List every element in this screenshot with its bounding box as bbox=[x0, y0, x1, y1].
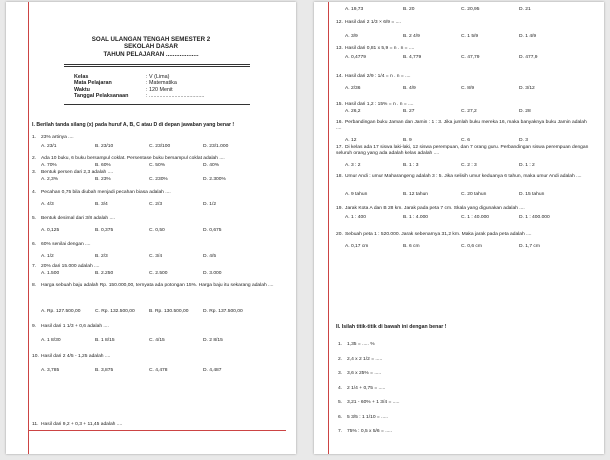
answer-options bbox=[345, 55, 577, 60]
answer-option[interactable]: C. 4/15 bbox=[149, 338, 165, 343]
answer-options bbox=[41, 177, 257, 182]
answer-option[interactable]: D. 477,9 bbox=[519, 55, 538, 60]
question-body: Umur Andi : umur Maharangeng adalah 3 : 5. Jika selisih umur keduanya 6 tahun, maka umur Andi adalah .... bbox=[345, 174, 582, 179]
fill-text[interactable]: 5 3/5 : 1 1/10 = ..... bbox=[347, 414, 388, 420]
answer-option[interactable]: B. 23/10 bbox=[95, 144, 114, 149]
fill-item bbox=[338, 371, 381, 377]
question-number: 18. bbox=[336, 174, 343, 179]
question-number: 19. bbox=[336, 206, 343, 211]
answer-option[interactable]: D. 21 bbox=[519, 7, 531, 12]
answer-option[interactable]: B. 12 tahun bbox=[403, 192, 429, 197]
fill-item bbox=[338, 415, 388, 421]
header-title: SOAL ULANGAN TENGAH SEMESTER 2 bbox=[91, 36, 211, 43]
question-body: Hasil dari 2 1/3 × 6/9 = .... bbox=[345, 20, 402, 25]
answer-option[interactable]: B. 60% bbox=[95, 163, 111, 168]
answer-option[interactable]: D. 4,487 bbox=[203, 368, 222, 373]
question-body: 60% senilai dengan .... bbox=[41, 242, 91, 247]
answer-options bbox=[345, 138, 577, 143]
question-body: Harga sebuah baju adalah Rp. 150.000,00, ternyata ada potongan 15%. Harga baju itu sekarang adalah .... bbox=[41, 283, 274, 288]
question-text bbox=[336, 206, 589, 212]
question-body: Ada 10 buku, 6 buku bersampul coklat. Persentase buku bersampul coklat adalah .... bbox=[41, 156, 225, 161]
question-body: 23% artinya .... bbox=[41, 135, 74, 140]
question-text bbox=[32, 135, 281, 141]
answer-option[interactable]: A. 4/3 bbox=[41, 202, 54, 207]
question-number: 17. bbox=[336, 145, 343, 150]
margin-line bbox=[328, 2, 329, 454]
answer-option[interactable]: D. 1 : 400.000 bbox=[519, 215, 550, 220]
question-text bbox=[336, 232, 589, 238]
answer-option[interactable]: C. 3/4 bbox=[149, 254, 163, 259]
question-number: 12. bbox=[336, 20, 343, 25]
fill-item bbox=[338, 400, 399, 406]
answer-option[interactable]: D. 1 4/9 bbox=[519, 34, 537, 39]
question-text bbox=[32, 216, 281, 222]
fill-item bbox=[338, 357, 382, 363]
answer-option[interactable]: D. 3.000 bbox=[203, 271, 222, 276]
answer-options bbox=[41, 144, 257, 149]
question-number: 5. bbox=[32, 216, 37, 221]
answer-option[interactable]: D. 15 tahun bbox=[519, 192, 545, 197]
fill-text[interactable]: 3,6 x 25% = ..... bbox=[347, 371, 382, 376]
answer-option[interactable]: C. 4,478 bbox=[149, 368, 168, 373]
answer-option[interactable]: B. 0,375 bbox=[95, 228, 114, 233]
section-1-title: I. Berilah tanda silang (x) pada huruf A, B, C atau D di depan jawaban yang benar ! bbox=[32, 122, 235, 128]
question-text bbox=[336, 46, 589, 52]
answer-option[interactable]: D. 1,7 cm bbox=[519, 244, 540, 249]
answer-options bbox=[345, 34, 577, 39]
answer-option[interactable]: A. 1 : 400 bbox=[345, 215, 366, 220]
question-number: 8. bbox=[32, 283, 37, 288]
question-number: 4. bbox=[32, 190, 37, 195]
answer-option[interactable]: D. Rp. 137.500,00 bbox=[203, 309, 243, 314]
question-text bbox=[336, 74, 589, 80]
info-value: : 120 Menit bbox=[146, 86, 173, 93]
answer-option[interactable]: D. 2.300% bbox=[203, 177, 226, 182]
question-number: 9. bbox=[32, 324, 37, 329]
answer-option[interactable]: D. 28 bbox=[519, 109, 531, 114]
question-number: 3. bbox=[32, 170, 37, 175]
answer-option[interactable]: A. 0,125 bbox=[41, 228, 60, 233]
answer-option[interactable]: A. 2,3% bbox=[41, 177, 59, 182]
section-2-title: II. Isilah titik-titik di bawah ini dengan benar ! bbox=[336, 324, 447, 330]
question-text bbox=[32, 354, 281, 360]
answer-option[interactable]: B. 20 bbox=[403, 7, 415, 12]
info-key: Tanggal Pelaksanaan bbox=[74, 93, 129, 100]
answer-option[interactable]: C. 2/3 bbox=[149, 202, 163, 207]
answer-option[interactable]: C. 230% bbox=[149, 177, 168, 182]
answer-option[interactable]: D. 40% bbox=[203, 163, 220, 168]
question-number: 20. bbox=[336, 232, 343, 237]
answer-options bbox=[41, 254, 257, 259]
answer-option[interactable]: C. 8/9 bbox=[461, 86, 475, 91]
question-body: Perbandingan buku Jaman dan Jamin : 1 : 3. Jika jumlah buku mereka 16, maka banyaknya buku Jamin adalah .... bbox=[336, 120, 587, 131]
answer-option[interactable]: C. 50% bbox=[149, 163, 166, 168]
question-body: Di kelas ada 17 siswa laki-laki, 12 siswa perempuan, dan 7 orang guru. Perbandingan siswa perempuan dengan seluruh orang yang ada adalah kelas adalah .... bbox=[336, 145, 589, 156]
question-number: 1. bbox=[32, 135, 37, 140]
answer-option[interactable]: C. 0,50 bbox=[149, 228, 165, 233]
question-number: 6. bbox=[32, 242, 37, 247]
question-body: Hasil dari 2/9 : 1/4 = n . n = .... bbox=[345, 74, 411, 79]
page-left bbox=[6, 2, 296, 454]
footer-rule bbox=[28, 430, 286, 431]
question-body: Hasil dari 0,81 x 5,9 = n . n = .... bbox=[345, 46, 415, 51]
question-body: 20% dari 15.000 adalah .... bbox=[41, 264, 100, 269]
answer-option[interactable]: B. 27 bbox=[403, 109, 415, 114]
info-rule bbox=[64, 104, 250, 105]
question-body: Bentuk desimal dari 3/8 adalah .... bbox=[41, 216, 115, 221]
question-text bbox=[336, 174, 589, 180]
fill-text[interactable]: 2 1/4 + 0,75 = ..... bbox=[347, 385, 386, 391]
answer-options bbox=[41, 309, 257, 314]
fill-text[interactable]: 75% : 0,5 x 5/6 = ..... bbox=[347, 429, 392, 434]
answer-option[interactable]: A. 1 8/30 bbox=[41, 338, 61, 343]
fill-number: 3. bbox=[338, 371, 343, 376]
answer-option[interactable]: C. 1 5/9 bbox=[461, 34, 479, 39]
question-text bbox=[32, 264, 281, 270]
question-text bbox=[32, 190, 281, 196]
answer-options bbox=[345, 7, 577, 12]
question-body: Hasil dari 1,2 : 15% = n . n = .... bbox=[345, 102, 414, 107]
answer-option[interactable]: C. Rp. 132.500,00 bbox=[95, 309, 135, 314]
question-text bbox=[336, 145, 589, 157]
fill-number: 2. bbox=[338, 356, 343, 362]
answer-options bbox=[345, 192, 577, 197]
fill-item bbox=[338, 342, 375, 348]
answer-option[interactable]: B. 6 cm bbox=[403, 244, 420, 249]
answer-options bbox=[345, 163, 577, 168]
answer-option[interactable]: D. 3 bbox=[519, 138, 528, 143]
answer-options bbox=[41, 338, 257, 343]
info-key: Kelas bbox=[74, 74, 89, 80]
answer-options bbox=[41, 163, 257, 168]
fill-number: 5. bbox=[338, 400, 343, 405]
answer-option[interactable]: B. 2/3 bbox=[95, 254, 108, 259]
question-text bbox=[32, 422, 281, 428]
fill-number: 4. bbox=[338, 385, 343, 391]
answer-option[interactable]: B. 2 4/9 bbox=[403, 34, 420, 39]
answer-option[interactable]: C. 0,6 cm bbox=[461, 244, 482, 249]
question-number: 7. bbox=[32, 264, 37, 269]
answer-option[interactable]: C. 2.500 bbox=[149, 271, 168, 276]
answer-option[interactable]: D. 1/2 bbox=[203, 202, 217, 207]
fill-item bbox=[338, 386, 385, 392]
answer-option[interactable]: B. 4/9 bbox=[403, 86, 416, 91]
answer-option[interactable]: C. 47,79 bbox=[461, 55, 480, 60]
answer-option[interactable]: B. 1 : 4.000 bbox=[403, 215, 429, 220]
fill-text[interactable]: 2,4 x 2 1/2 = ..... bbox=[347, 356, 383, 362]
answer-option[interactable]: C. 23/100 bbox=[149, 144, 171, 149]
answer-option[interactable]: A. 9 tahun bbox=[345, 192, 368, 197]
answer-option[interactable]: A. 0,4779 bbox=[345, 55, 366, 60]
answer-options bbox=[345, 215, 577, 220]
question-body: Hasil dari 2 4/5 - 1,25 adalah .... bbox=[41, 354, 111, 359]
info-key: Mata Pelajaran bbox=[74, 80, 112, 87]
answer-option[interactable]: B. 9 bbox=[403, 138, 412, 143]
answer-option[interactable]: B. 4,779 bbox=[403, 55, 422, 60]
info-row bbox=[74, 93, 204, 99]
answer-option[interactable]: A. 1/2 bbox=[41, 254, 54, 259]
answer-option[interactable]: B. 1 : 3 bbox=[403, 163, 419, 168]
question-text bbox=[32, 283, 281, 289]
question-text bbox=[32, 170, 281, 176]
question-body: Sebuah peta 1 : 520.000. Jarak sebenarnya 31,2 km. Maka jarak pada peta adalah .... bbox=[345, 232, 532, 237]
answer-option[interactable]: A. 19,73 bbox=[345, 7, 364, 12]
answer-option[interactable]: B. 2.250 bbox=[95, 271, 114, 276]
answer-option[interactable]: D. 1 : 2 bbox=[519, 163, 535, 168]
question-number: 16. bbox=[336, 120, 343, 125]
page-right bbox=[314, 2, 604, 454]
question-number: 13. bbox=[336, 46, 343, 51]
answer-option[interactable]: A. 3 : 2 bbox=[345, 163, 361, 168]
answer-option[interactable]: C. 1 : 40.000 bbox=[461, 215, 490, 220]
header-year: TAHUN PELAJARAN ................... bbox=[103, 50, 199, 58]
info-value: : ..................................... bbox=[146, 93, 205, 100]
answer-options bbox=[41, 271, 257, 276]
question-text bbox=[32, 324, 281, 330]
fill-number: 7. bbox=[338, 429, 343, 434]
answer-options bbox=[345, 86, 577, 91]
fill-number: 1. bbox=[338, 342, 343, 347]
answer-option[interactable]: B. 3/4 bbox=[95, 202, 108, 207]
question-text bbox=[336, 20, 589, 26]
answer-option[interactable]: D. 23/1.000 bbox=[203, 144, 229, 149]
answer-option[interactable]: D. 2 8/15 bbox=[203, 338, 223, 343]
answer-option[interactable]: D. 3/12 bbox=[519, 86, 535, 91]
answer-options bbox=[345, 244, 577, 249]
fill-text[interactable]: 1,35 = ..... % bbox=[347, 342, 375, 347]
answer-option[interactable]: A. 70% bbox=[41, 163, 57, 168]
question-body: Jarak Kota A dan B 28 km. Jarak pada peta 7 cm. Skala yang digunakan adalah .... bbox=[345, 206, 525, 211]
answer-option[interactable]: A. 0,17 cm bbox=[345, 244, 369, 249]
answer-option[interactable]: A. 23/1 bbox=[41, 144, 57, 149]
question-body: Hasil dari 1 1/3 + 0,6 adalah .... bbox=[41, 324, 109, 329]
answer-option[interactable]: C. 20 tahun bbox=[461, 192, 487, 197]
question-body: Bentuk persen dari 2,3 adalah .... bbox=[41, 170, 114, 175]
answer-option[interactable]: A. 12 bbox=[345, 138, 357, 143]
answer-option[interactable]: A. 3/9 bbox=[345, 34, 358, 39]
fill-number: 6. bbox=[338, 414, 343, 420]
answer-option[interactable]: C. 2 : 3 bbox=[461, 163, 477, 168]
answer-option[interactable]: B. 1 8/15 bbox=[95, 338, 115, 343]
answer-option[interactable]: B. 3,875 bbox=[95, 368, 114, 373]
info-value: : Matematika bbox=[146, 80, 177, 87]
answer-options bbox=[41, 368, 257, 373]
answer-option[interactable]: C. 20,95 bbox=[461, 7, 480, 12]
answer-option[interactable]: C. 6 bbox=[461, 138, 470, 143]
fill-item bbox=[338, 429, 392, 435]
exam-header bbox=[6, 36, 296, 58]
answer-option[interactable]: B. 23% bbox=[95, 177, 111, 182]
fill-text[interactable]: 3,21 - 60% + 1 3/4 = ..... bbox=[347, 400, 400, 405]
header-rule bbox=[64, 64, 250, 65]
info-value: : V (Lima) bbox=[146, 74, 170, 80]
question-text bbox=[32, 156, 281, 162]
question-text bbox=[336, 102, 589, 108]
question-number: 14. bbox=[336, 74, 343, 79]
answer-options bbox=[41, 202, 257, 207]
info-key: Waktu bbox=[74, 86, 90, 93]
answer-options bbox=[41, 228, 257, 233]
question-number: 11. bbox=[32, 422, 39, 427]
answer-option[interactable]: B. Rp. 130.500,00 bbox=[149, 309, 189, 314]
answer-option[interactable]: C. 27,2 bbox=[461, 109, 477, 114]
answer-option[interactable]: A. 3,785 bbox=[41, 368, 60, 373]
answer-option[interactable]: A. 2/36 bbox=[345, 86, 361, 91]
question-number: 15. bbox=[336, 102, 343, 107]
question-body: Hasil dari 9,2 + 0,3 + 11,45 adalah .... bbox=[41, 422, 123, 427]
exam-info bbox=[74, 74, 204, 100]
header-school: SEKOLAH DASAR bbox=[124, 43, 178, 51]
answer-option[interactable]: A. Rp. 127.500,00 bbox=[41, 309, 81, 314]
question-number: 2. bbox=[32, 156, 37, 161]
question-number: 10. bbox=[32, 354, 39, 359]
answer-option[interactable]: D. 4/5 bbox=[203, 254, 217, 259]
answer-option[interactable]: A. 26,2 bbox=[345, 109, 361, 114]
margin-line bbox=[28, 2, 29, 454]
answer-options bbox=[345, 109, 577, 114]
answer-option[interactable]: A. 1.500 bbox=[41, 271, 60, 276]
answer-option[interactable]: D. 0,675 bbox=[203, 228, 222, 233]
question-text bbox=[336, 120, 589, 132]
question-text bbox=[32, 242, 281, 248]
question-body: Pecahan 0,75 bila diubah menjadi pecahan biasa adalah .... bbox=[41, 190, 171, 195]
header-rule-2 bbox=[64, 66, 250, 67]
